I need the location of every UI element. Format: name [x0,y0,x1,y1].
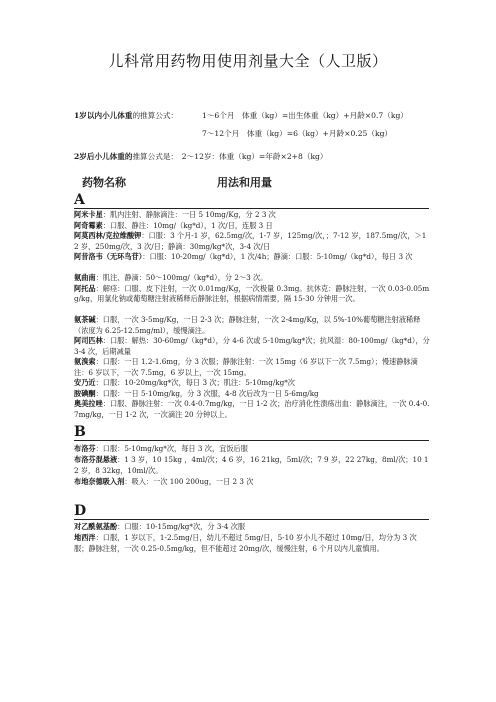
drug-name: 对乙酰氨基酚 [74,522,118,531]
formula-under1-line1 [74,110,408,121]
drug-entry [74,357,430,378]
drug-entry [74,389,430,400]
drug-entry [74,336,430,357]
formula-under1-label: 1岁以内小儿体重 [74,111,133,120]
drug-usage: ：口服：解热：30-60mg/（kg*d），分 4-6 次或 5-10mg/kg*次；抗风湿：80-100mg/（kg*d），分 3-4 次，后期减量 [74,336,430,356]
drug-usage: ：1 3 岁，10 15kg ，4ml/次；4 6 岁，16 21kg，5ml/次；7 9 岁，22 27kg，8ml/次；10 12 岁，8 32kg，10ml/次。 [74,455,429,475]
drug-usage: ：口服，一次 3-5mg/Kg，一日 2-3 次；静脉注射，一次 2-4mg/Kg，以 5%-10%葡萄糖注射液稀释（浓度为 6.25-12.5mg/ml），缓慢滴注。 [74,315,421,335]
drug-entry [74,221,430,232]
drug-name: 氨曲南 [74,273,96,282]
formula-under1-suffix: 的推算公式： [132,111,179,120]
drug-name: 氨溴索 [74,357,96,366]
section-letter-b: B [74,424,86,440]
drug-name: 布地奈德吸入剂 [74,477,125,486]
column-header-drug-name: 药物名称 [82,176,126,189]
drug-usage: ：口服：10-20mg/（kg*d），1 次/4h；静滴：口服：5-10mg/（kg*d），每日 3 次 [142,252,413,261]
drug-name: 阿托品 [74,283,96,293]
drug-usage: ：解痉：口服、皮下注射，一次 0.01mg/Kg，一次极量 0.3mg。抗休克：静脉注射，一次 0.03-0.05mg/kg，用氯化钠或葡萄糖注射液稀释后静脉注射，根据病情需要，隔 15-30 分钟用一次。 [74,283,430,303]
drug-entry [74,231,430,252]
drug-usage: ：口服、静注：10mg/（kg*d），1 次/日，连服 3 日 [102,220,273,230]
drug-entry [74,252,430,263]
formula-over2-suffix: 推算公式是： 2～12岁：体重（kg）=年龄×2+8（kg） [132,152,328,161]
page-title: 儿科常用药物用使用剂量大全（人卫版） [108,52,388,70]
drug-usage: ：口服：5-10mg/kg*次，每日 3 次，宜饭后服 [95,444,248,453]
drug-usage: ：口服，1 岁以下，1-2.5mg/日，幼儿不超过 5mg/日，5-10 岁小儿不超过 10mg/日，均分为 3 次服；静脉注射，一次 0.25-0.5mg/kg，但不能超过 20mg/次，缓慢注射，6 个月以内儿童慎用。 [74,533,417,553]
section-divider-d [74,519,429,520]
drug-entry [74,455,430,476]
drug-entry [74,399,430,420]
drug-entry [74,378,430,389]
section-letter-a: A [74,192,85,208]
drug-usage: ：口服：10-15mg/kg*次，分 3-4 次服 [117,522,246,531]
drug-name: 氨茶碱 [74,315,96,324]
drug-name: 奥美拉唑 [74,399,103,408]
drug-entry [74,315,430,336]
drug-entry [74,284,430,305]
drug-name: 胺碘酮 [74,388,96,398]
drug-entry [74,444,430,455]
formula-under1-months-7-12: 7～12个月 体重（kg）=6（kg）+月龄×0.25（kg） [202,129,393,138]
drug-name: 地西泮 [74,533,96,542]
drug-entry [74,522,430,533]
section-divider-b [74,440,429,441]
drug-usage: ：肌注、静滴：50～100mg/（kg*d），分 2～3 次。 [95,273,268,282]
drug-usage: ：口服：一日 1.2-1.6mg，分 3 次服；静脉注射：一次 15mg（6 岁以下一次 7.5mg）；慢速静脉滴注：6 岁以下，一次 7.5mg，6 岁以上，一次 15mg。 [74,357,418,377]
drug-name: 布洛芬 [74,444,96,453]
drug-name: 阿奇霉素 [74,220,103,230]
drug-entry [74,477,430,488]
drug-usage: ：口服：3 个月-1 岁，62.5mg/次，1-7 岁，125mg/次，；7-12 岁，187.5mg/次，＞12 岁，250mg/次，3 次/日；静滴：30mg/kg*次，3-4 次/日 [74,231,427,251]
drug-usage: ：口服：10-20mg/kg*次，每日 3 次；肌注：5-10mg/kg*次 [95,378,295,387]
drug-usage: ：口服：一日 5-10mg/kg，分 3 次服，4-8 次后改为一日 5-6mg/kg [95,388,319,398]
drug-name: 安乃近 [74,378,96,387]
section-divider-a [74,208,429,209]
drug-name: 阿司匹林 [74,336,103,345]
formula-over2 [74,151,328,162]
drug-name: 阿莫西林/克拉维酸钾 [74,231,142,240]
column-header-usage: 用法和用量 [217,176,272,189]
section-letter-d: D [74,503,87,519]
drug-usage: ：口服、静脉注射：一次 0.4-0.7mg/kg，一日 1-2 次；治疗消化性溃疡出血：静脉滴注，一次 0.4-0.7mg/kg，一日 1-2 次，一次滴注 20 分钟以上。 [74,399,430,419]
drug-usage: ：吸入：一次 100 200ug，一日 2 3 次 [124,477,254,486]
drug-name: 阿米卡星 [74,210,103,219]
formula-over2-label: 2岁后小儿体重的 [74,152,133,161]
drug-entry [74,533,430,554]
drug-name: 布洛芬混悬液 [74,455,118,464]
formula-under1-months-1-6: 1～6个月 体重（kg）=出生体重（kg）+月龄×0.7（kg） [202,111,408,120]
drug-entry [74,273,430,284]
drug-entry [74,210,430,221]
drug-name: 阿昔洛韦（无环鸟苷） [74,252,143,261]
drug-usage: ：肌内注射、静脉滴注：一日 5 10mg/Kg，分 2 3 次 [102,210,276,219]
